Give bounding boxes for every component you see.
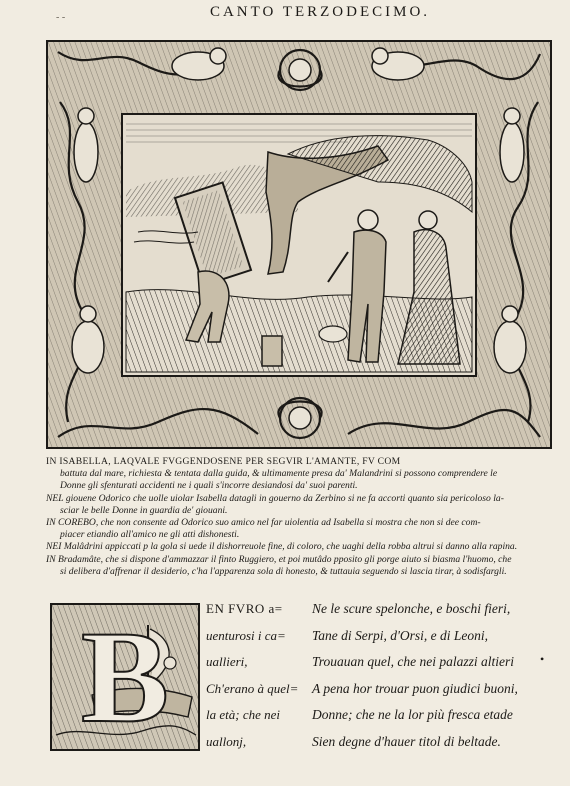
prose-line: IN COREBO, che non consente ad Odorico suo amico nel far uiolentia ad Isabella si mostra che non si dee com-	[46, 517, 481, 529]
prose-line: sciar le belle Donne in guardia de' giouani.	[60, 504, 228, 516]
woodcut-art	[48, 42, 550, 447]
decorated-initial	[50, 603, 200, 751]
verse-line: uenturosi i ca=	[206, 627, 286, 643]
prose-line: Donne gli sfenturati accidenti ne i quali s'incorre desiandosi da' suoi parenti.	[60, 480, 358, 492]
verse-line: uallieri,	[206, 654, 248, 669]
verse-line: Ch'erano à quel=	[206, 680, 299, 696]
prose-line: NEI Malâdrini appiccati p la gola si uede il dishorreuole fine, di coloro, che uaghi della robba altrui si danno alla rapina.	[46, 541, 518, 553]
prose-line: NEL giouene Odorico che uolle uiolar Isabella datagli in gouerno da Zerbino si ne fa accorti quanto sia pericoloso la-	[46, 492, 504, 504]
verse-line: Donne; che ne la lor più fresca etade	[312, 707, 513, 722]
verse-line: la età; che nei	[206, 707, 280, 722]
running-head: CANTO TERZODECIMO.	[209, 4, 431, 20]
verse-left-column	[206, 596, 302, 755]
verse-line: Tane di Serpi, d'Orsi, e di Leoni,	[312, 627, 489, 643]
verse-line: Sien degne d'hauer titol di beltade.	[312, 733, 501, 749]
verse-line: A pena hor trouar puon giudici buoni,	[312, 680, 518, 696]
verse-line: Trouauan quel, che nei palazzi altieri	[312, 654, 514, 669]
initial-letter: B	[80, 603, 170, 750]
woodcut-illustration	[46, 40, 552, 449]
verse-line: EN FVRO a=	[206, 601, 283, 616]
prose-line: IN Bradamâte, che si dispone d'ammazzar il finto Ruggiero, et poi mutâdo pposito gli porge aiuto si biasma l'huomo, che	[46, 553, 512, 565]
verse-line: uallonj,	[206, 733, 247, 749]
prose-line: piacer etiandio all'amico ne gli atti dishonesti.	[60, 529, 240, 541]
prose-line: battuta dal mare, richiesta & tentata dalla guida, & ultimamente presa da' Malandrini si possono comprendere le	[60, 468, 498, 480]
verse-right-column	[312, 596, 552, 755]
stray-dot: •	[540, 652, 545, 666]
verse-line: Ne le scure spelonche, e boschi fieri,	[312, 601, 511, 616]
argument-prose	[46, 456, 554, 578]
page-marker: - -	[56, 12, 66, 23]
argument-heading: IN ISABELLA, LAQVALE FVGGENDOSENE PER SEGVIR L'AMANTE, FV COM	[46, 456, 401, 467]
prose-line: si delibera d'affrenar il desiderio, c'ha l'apparenza sola di honesto, & tuttauia seguendo si lascia tirar, à sodisfargli.	[60, 565, 507, 577]
